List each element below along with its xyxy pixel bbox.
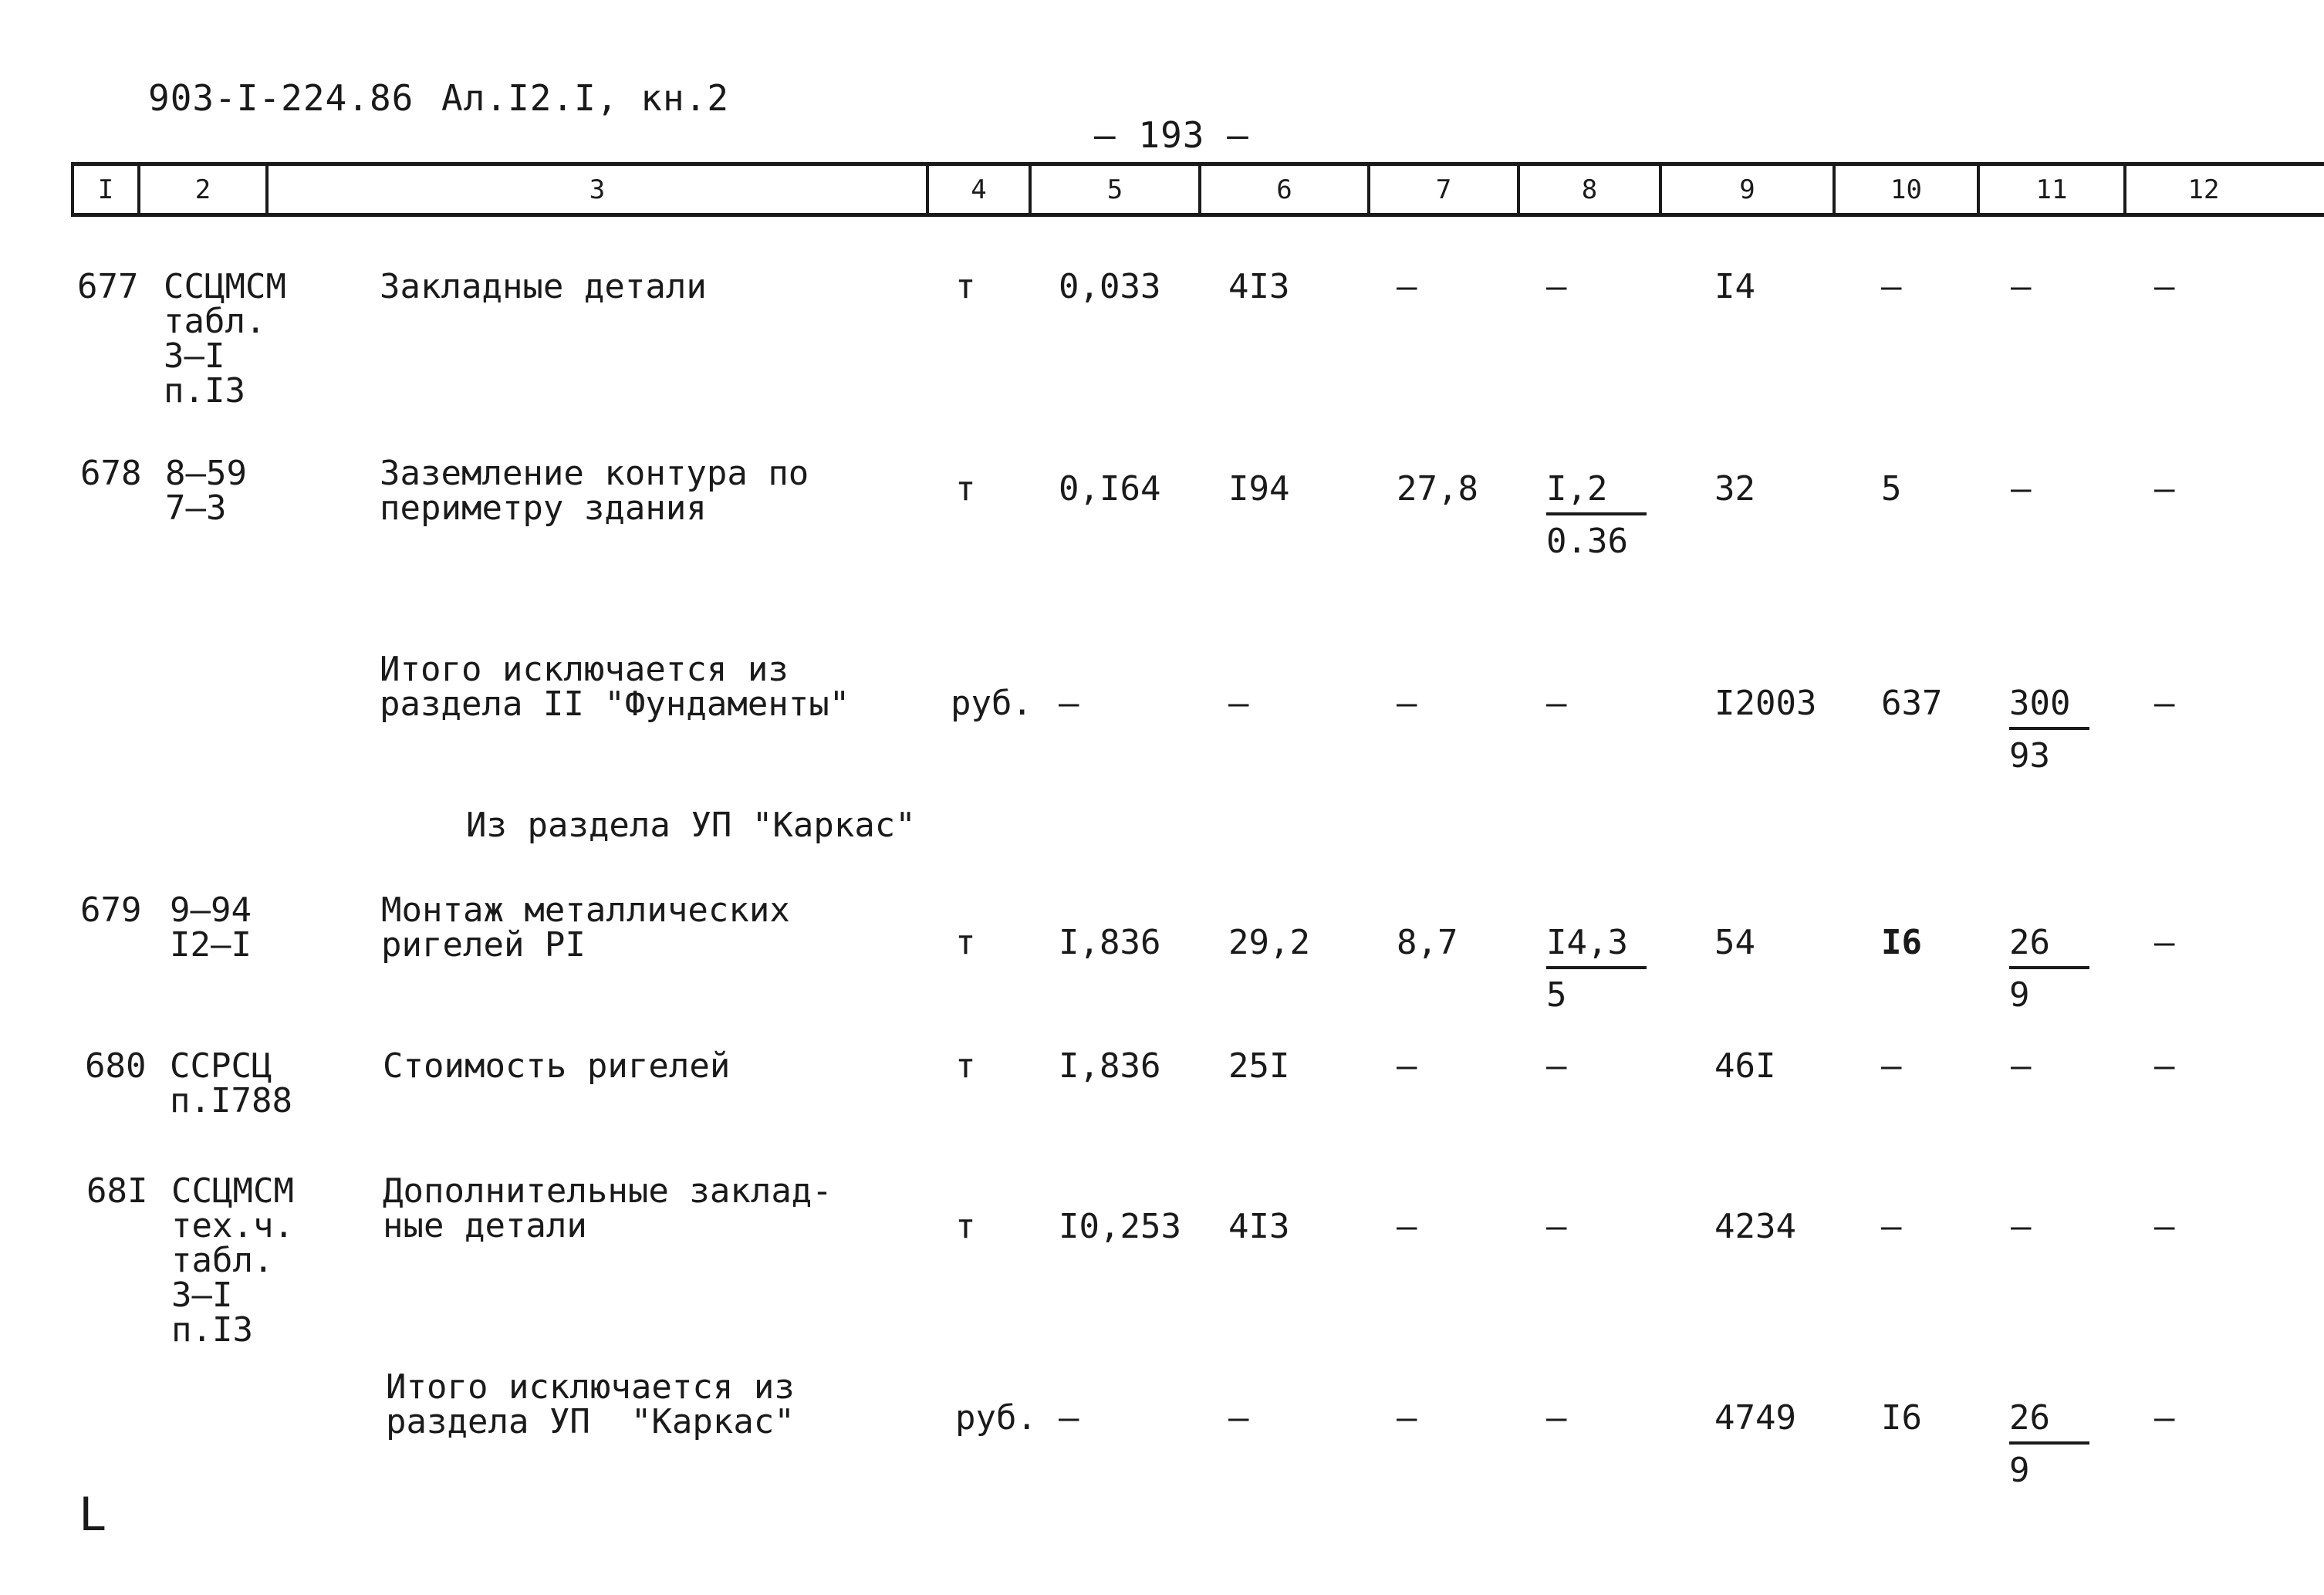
unit-cost: 4I3: [1228, 1207, 1290, 1246]
work-name: Стоимость ригелей: [383, 1046, 731, 1086]
quantity: I,836: [1059, 1046, 1161, 1086]
col12-value: –: [2154, 267, 2175, 306]
unit: руб.: [951, 684, 1032, 723]
album-reference: Ал.I2.I, кн.2: [441, 77, 730, 119]
col12-value: –: [2154, 1398, 2175, 1438]
col10-value: –: [1881, 1207, 1902, 1246]
col8-value: –: [1546, 1398, 1567, 1438]
col11-value: –: [2011, 1046, 2032, 1086]
norm-reference: ССЦМСМ табл. 3–I п.I3: [164, 267, 286, 411]
col7-value: 8,7: [1397, 923, 1458, 962]
column-number-8: 8: [1581, 174, 1598, 205]
quantity: –: [1059, 1398, 1079, 1438]
col8-numerator: I,2: [1546, 472, 1647, 515]
col11-fraction-bottom: 93: [2009, 736, 2050, 776]
col8-fraction-bottom: 5: [1546, 975, 1567, 1015]
col8-value: –: [1546, 684, 1567, 723]
row-number: 678: [80, 454, 142, 493]
unit-cost: –: [1228, 1398, 1249, 1438]
col7-value: –: [1397, 267, 1417, 306]
column-number-5: 5: [1106, 174, 1123, 205]
col8-fraction-bottom: 0.36: [1546, 522, 1628, 561]
unit-cost: 29,2: [1228, 923, 1310, 962]
unit: руб.: [955, 1398, 1037, 1438]
unit: т: [955, 469, 976, 509]
total-cost: 46I: [1714, 1046, 1776, 1086]
document-code: 903-I-224.86: [148, 77, 414, 119]
col8-numerator: I4,3: [1546, 926, 1647, 969]
section-heading: Из раздела УП "Каркас": [466, 806, 916, 845]
col10-value: I6: [1881, 923, 1922, 962]
col11-numerator: 26: [2009, 1401, 2089, 1445]
col10-value: I6: [1881, 1398, 1922, 1438]
col8-fraction-top: [1546, 469, 1647, 515]
column-number-4: 4: [971, 174, 987, 205]
col7-value: –: [1397, 1046, 1417, 1086]
header-bottom-rule: [71, 213, 2324, 217]
col7-value: –: [1397, 1398, 1417, 1438]
col11-value: –: [2011, 469, 2032, 509]
quantity: I0,253: [1059, 1207, 1181, 1246]
col11-numerator: 26: [2009, 926, 2089, 969]
col11-fraction-top: [2009, 923, 2089, 969]
quantity: 0,I64: [1059, 469, 1161, 509]
col8-value: –: [1546, 1207, 1567, 1246]
unit: т: [955, 1207, 976, 1246]
unit: т: [955, 1046, 976, 1086]
header-top-rule: [71, 162, 2324, 166]
page-number: — 193 —: [1094, 114, 1249, 156]
col10-value: 5: [1881, 469, 1902, 509]
total-cost: I4: [1714, 267, 1755, 306]
col11-value: –: [2011, 267, 2032, 306]
norm-reference: 8–59 7–3: [165, 454, 247, 528]
col12-value: –: [2154, 469, 2175, 509]
total-cost: 4234: [1714, 1207, 1796, 1246]
column-number-3: 3: [589, 174, 606, 205]
column-number-12: 12: [2187, 174, 2220, 205]
col10-value: –: [1881, 1046, 1902, 1086]
column-number-9: 9: [1739, 174, 1755, 205]
total-cost: 54: [1714, 923, 1755, 962]
quantity: –: [1059, 684, 1079, 723]
unit-cost: –: [1228, 684, 1249, 723]
norm-reference: 9–94 I2–I: [170, 890, 252, 965]
row-number: 677: [77, 267, 139, 306]
col10-value: –: [1881, 267, 1902, 306]
col8-fraction-top: [1546, 923, 1647, 969]
col10-value: 637: [1881, 684, 1943, 723]
col7-value: –: [1397, 684, 1417, 723]
col8-value: –: [1546, 267, 1567, 306]
work-name: Монтаж металлических ригелей PI: [381, 890, 790, 965]
unit-cost: I94: [1228, 469, 1290, 509]
unit-cost: 25I: [1228, 1046, 1290, 1086]
subtotal-label: Итого исключается из раздела УП "Каркас": [386, 1367, 795, 1441]
col11-fraction-bottom: 9: [2009, 975, 2030, 1015]
column-number-1: I: [97, 174, 114, 205]
row-number: 679: [80, 890, 142, 930]
column-number-11: 11: [2035, 174, 2068, 205]
work-name: Закладные детали: [380, 267, 707, 306]
col11-fraction-bottom: 9: [2009, 1451, 2030, 1490]
col12-value: –: [2154, 923, 2175, 962]
total-cost: 4749: [1714, 1398, 1796, 1438]
unit: т: [955, 923, 976, 962]
col7-value: 27,8: [1397, 469, 1478, 509]
col11-value: –: [2011, 1207, 2032, 1246]
column-number-7: 7: [1435, 174, 1452, 205]
quantity: I,836: [1059, 923, 1161, 962]
unit-cost: 4I3: [1228, 267, 1290, 306]
col8-value: –: [1546, 1046, 1567, 1086]
col12-value: –: [2154, 1046, 2175, 1086]
corner-mark: L: [79, 1488, 107, 1542]
work-name: Заземление контура по периметру здания: [380, 454, 809, 528]
norm-reference: ССЦМСМ тех.ч. табл. 3–I п.I3: [171, 1171, 294, 1350]
unit: т: [955, 267, 976, 306]
column-number-6: 6: [1276, 174, 1292, 205]
col12-value: –: [2154, 684, 2175, 723]
row-number: 68I: [86, 1171, 148, 1211]
col11-numerator: 300: [2009, 687, 2089, 730]
row-number: 680: [85, 1046, 147, 1086]
col11-fraction-top: [2009, 1398, 2089, 1445]
col11-fraction-top: [2009, 684, 2089, 730]
total-cost: 32: [1714, 469, 1755, 509]
column-number-2: 2: [194, 174, 211, 205]
col12-value: –: [2154, 1207, 2175, 1246]
subtotal-label: Итого исключается из раздела II "Фундаменты": [380, 650, 850, 724]
quantity: 0,033: [1059, 267, 1161, 306]
column-number-10: 10: [1890, 174, 1922, 205]
col7-value: –: [1397, 1207, 1417, 1246]
work-name: Дополнительные заклад- ные детали: [383, 1171, 833, 1245]
norm-reference: ССРСЦ п.I788: [170, 1046, 292, 1120]
total-cost: I2003: [1714, 684, 1817, 723]
